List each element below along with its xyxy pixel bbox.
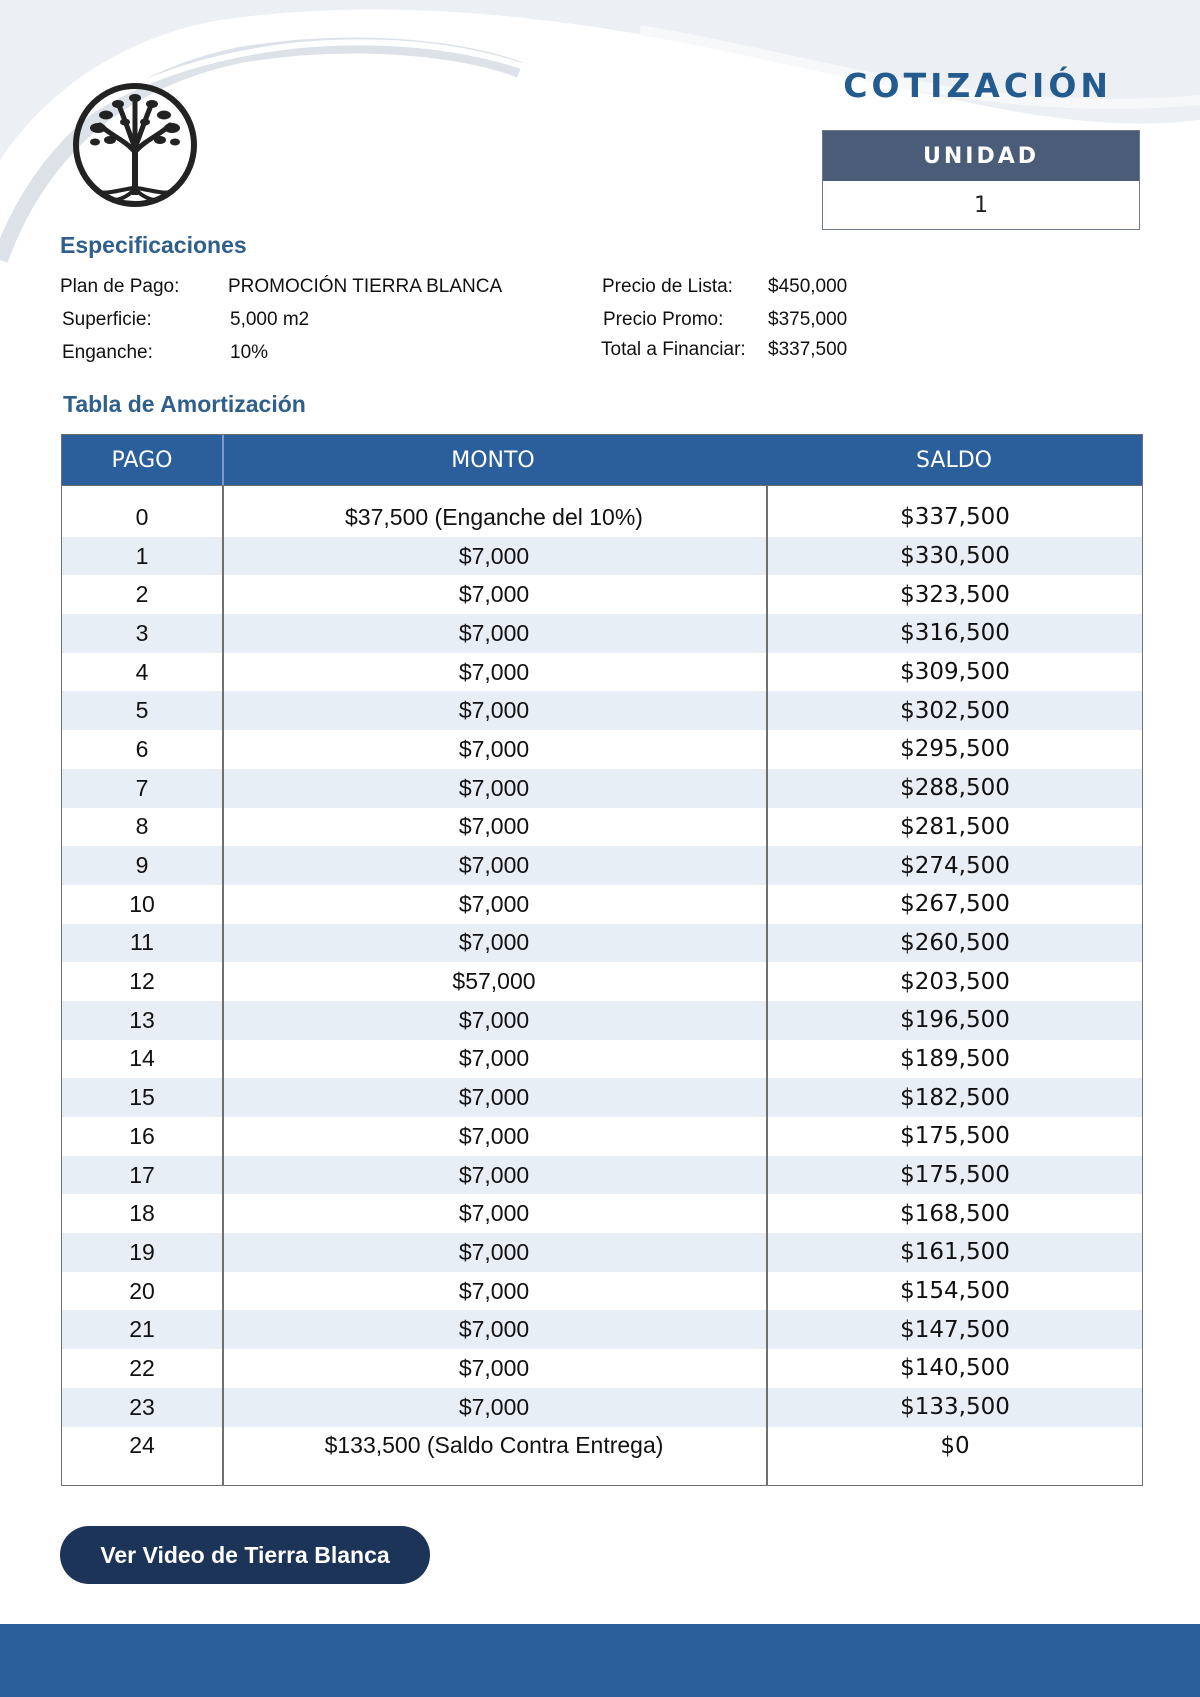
cell-saldo: $168,500 xyxy=(900,1200,1010,1227)
cell-saldo: $140,500 xyxy=(900,1355,1010,1382)
enganche-label: Enganche: xyxy=(62,342,153,363)
cell-pago: 24 xyxy=(129,1432,155,1459)
cell-pago: 22 xyxy=(129,1354,155,1381)
cell-pago: 5 xyxy=(135,697,149,724)
tree-logo-icon xyxy=(70,80,200,210)
cell-monto: $7,000 xyxy=(458,542,530,569)
footer-bar xyxy=(0,1624,1200,1697)
cell-monto: $7,000 xyxy=(458,813,530,840)
cell-monto: $7,000 xyxy=(458,1277,530,1304)
column-header-saldo: SALDO xyxy=(916,447,992,473)
table-row xyxy=(62,1078,1142,1117)
cell-monto: $7,000 xyxy=(458,1161,530,1188)
table-row xyxy=(62,1272,1142,1311)
cell-pago: 9 xyxy=(135,852,149,879)
cell-pago: 23 xyxy=(129,1393,155,1420)
cell-monto: $7,000 xyxy=(458,581,530,608)
precio-lista-label: Precio de Lista: xyxy=(602,276,733,297)
cell-monto: $7,000 xyxy=(458,1354,530,1381)
table-row xyxy=(62,1427,1142,1466)
cell-pago: 13 xyxy=(129,1006,155,1033)
cell-pago: 4 xyxy=(135,658,149,685)
cell-monto: $7,000 xyxy=(458,658,530,685)
column-header-monto: MONTO xyxy=(451,447,535,473)
table-row xyxy=(62,1388,1142,1427)
cell-monto: $37,500 (Enganche del 10%) xyxy=(345,503,643,530)
cell-saldo: $288,500 xyxy=(900,775,1010,802)
superficie-value: 5,000 m2 xyxy=(230,309,310,330)
cell-saldo: $274,500 xyxy=(900,852,1010,879)
table-row xyxy=(62,1117,1142,1156)
enganche-value: 10% xyxy=(230,342,269,363)
amortization-table xyxy=(61,434,1143,1486)
cell-saldo: $203,500 xyxy=(900,968,1010,995)
cell-saldo: $182,500 xyxy=(900,1084,1010,1111)
cell-monto: $7,000 xyxy=(458,735,530,762)
table-row xyxy=(62,1040,1142,1079)
cell-monto: $7,000 xyxy=(458,1045,530,1072)
cell-monto: $7,000 xyxy=(458,774,530,801)
table-row xyxy=(62,885,1142,924)
table-row xyxy=(62,962,1142,1001)
cell-monto: $7,000 xyxy=(458,1084,530,1111)
cell-saldo: $189,500 xyxy=(900,1045,1010,1072)
cell-monto: $133,500 (Saldo Contra Entrega) xyxy=(324,1432,664,1459)
cell-saldo: $295,500 xyxy=(900,736,1010,763)
cell-monto: $7,000 xyxy=(458,890,530,917)
cell-monto: $7,000 xyxy=(458,1238,530,1265)
cell-pago: 14 xyxy=(129,1045,155,1072)
ver-video-button[interactable]: Ver Video de Tierra Blanca xyxy=(60,1526,430,1584)
cell-saldo: $154,500 xyxy=(900,1278,1010,1305)
total-financiar-value: $337,500 xyxy=(768,339,848,360)
cell-pago: 6 xyxy=(135,735,149,762)
cell-saldo: $147,500 xyxy=(900,1316,1010,1343)
cell-saldo: $323,500 xyxy=(900,581,1010,608)
cell-saldo: $281,500 xyxy=(900,813,1010,840)
column-header-pago: PAGO xyxy=(111,447,173,473)
cell-pago: 8 xyxy=(135,813,149,840)
cell-saldo: $302,500 xyxy=(900,697,1010,724)
cell-saldo: $267,500 xyxy=(900,891,1010,918)
specs-title: Especificaciones xyxy=(60,232,247,258)
cell-saldo: $161,500 xyxy=(900,1239,1010,1266)
table-row xyxy=(62,575,1142,614)
table-row xyxy=(62,1310,1142,1349)
unit-value: 1 xyxy=(974,192,988,218)
unit-box xyxy=(822,130,1140,230)
cell-pago: 1 xyxy=(135,542,149,569)
table-row xyxy=(62,1349,1142,1388)
cell-saldo: $175,500 xyxy=(900,1162,1010,1189)
table-row xyxy=(62,614,1142,653)
cell-saldo: $316,500 xyxy=(900,620,1010,647)
table-row xyxy=(62,1194,1142,1233)
cell-pago: 10 xyxy=(129,890,155,917)
cell-pago: 18 xyxy=(129,1200,155,1227)
cell-monto: $7,000 xyxy=(458,929,530,956)
cell-saldo: $133,500 xyxy=(900,1394,1010,1421)
cell-saldo: $330,500 xyxy=(900,543,1010,570)
precio-promo-label: Precio Promo: xyxy=(603,309,724,330)
cell-monto: $57,000 xyxy=(452,968,536,995)
table-row xyxy=(62,924,1142,963)
cell-pago: 21 xyxy=(129,1316,155,1343)
table-row xyxy=(62,498,1142,537)
cell-pago: 16 xyxy=(129,1122,155,1149)
table-row xyxy=(62,691,1142,730)
cell-monto: $7,000 xyxy=(458,1316,530,1343)
cell-monto: $7,000 xyxy=(458,1393,530,1420)
cell-monto: $7,000 xyxy=(458,697,530,724)
table-row xyxy=(62,1156,1142,1195)
cell-pago: 2 xyxy=(135,581,149,608)
cell-saldo: $309,500 xyxy=(900,659,1010,686)
cell-monto: $7,000 xyxy=(458,619,530,646)
cell-pago: 7 xyxy=(135,774,149,801)
precio-lista-value: $450,000 xyxy=(768,276,848,297)
cell-pago: 20 xyxy=(129,1277,155,1304)
cell-saldo: $0 xyxy=(940,1432,970,1459)
cell-saldo: $196,500 xyxy=(900,1007,1010,1034)
table-body xyxy=(62,485,1142,1485)
table-row xyxy=(62,1233,1142,1272)
cell-monto: $7,000 xyxy=(458,1200,530,1227)
table-row xyxy=(62,846,1142,885)
table-row xyxy=(62,653,1142,692)
page-title: COTIZACIÓN xyxy=(843,66,1112,105)
plan-label: Plan de Pago: xyxy=(60,276,180,297)
cell-saldo: $260,500 xyxy=(900,929,1010,956)
plan-value: PROMOCIÓN TIERRA BLANCA xyxy=(228,276,503,297)
table-row xyxy=(62,730,1142,769)
unit-label: UNIDAD xyxy=(823,131,1139,181)
table-row xyxy=(62,1001,1142,1040)
table-title: Tabla de Amortización xyxy=(63,391,306,417)
table-header xyxy=(62,435,1142,485)
superficie-label: Superficie: xyxy=(62,309,152,330)
cell-pago: 11 xyxy=(130,929,154,956)
cell-monto: $7,000 xyxy=(458,1122,530,1149)
table-row xyxy=(62,808,1142,847)
table-row xyxy=(62,769,1142,808)
cell-pago: 12 xyxy=(129,968,155,995)
cell-saldo: $337,500 xyxy=(900,504,1010,531)
cell-saldo: $175,500 xyxy=(900,1123,1010,1150)
cell-pago: 0 xyxy=(135,503,149,530)
cell-pago: 17 xyxy=(129,1161,155,1188)
table-row xyxy=(62,537,1142,576)
cell-pago: 19 xyxy=(129,1238,155,1265)
table-rows xyxy=(62,498,1142,1465)
precio-promo-value: $375,000 xyxy=(768,309,848,330)
cell-monto: $7,000 xyxy=(458,852,530,879)
cell-pago: 3 xyxy=(135,619,149,646)
cell-monto: $7,000 xyxy=(458,1006,530,1033)
total-financiar-label: Total a Financiar: xyxy=(601,339,746,360)
cell-pago: 15 xyxy=(129,1084,155,1111)
